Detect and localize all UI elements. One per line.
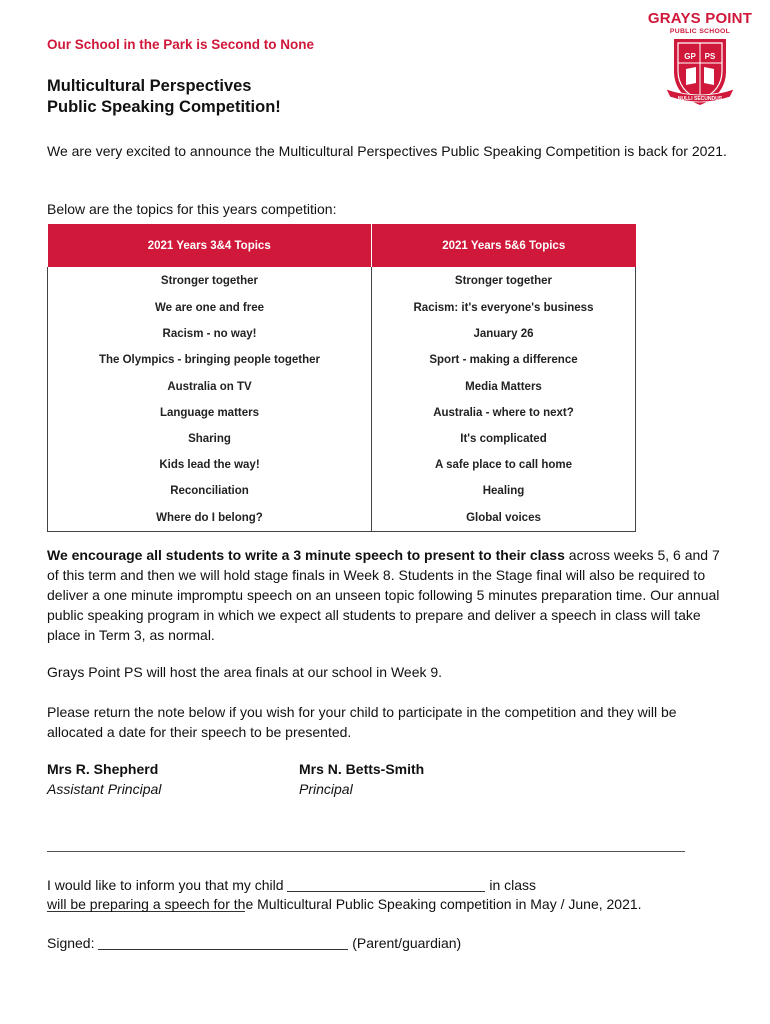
topic-cell: The Olympics - bringing people together [48,347,372,373]
topic-cell: Racism: it's everyone's business [371,295,635,321]
title-line-1: Multicultural Perspectives [47,77,252,95]
topic-cell: We are one and free [48,295,372,321]
topic-cell: Media Matters [371,374,635,400]
topic-cell: Global voices [371,505,635,532]
title-line-2: Public Speaking Competition! [47,98,281,116]
topic-cell: Reconciliation [48,478,372,504]
logo-school-name: GRAYS POINT [647,10,753,27]
topic-cell: January 26 [371,321,635,347]
encourage-text: across weeks 5, 6 and 7 of this term and then we will hold stage finals in Week 8. Students in the Stage final will also be required to deliver a one minute impromptu speech on an unseen topic following 5 minutes preparation time. Our annual public speaking program in which we expect all students to prepare and deliver a speech in class will take place in Term 3, as normal. [47,547,720,643]
signature-field[interactable] [98,935,348,950]
header-years-3-4: 2021 Years 3&4 Topics [48,224,372,267]
encourage-paragraph [47,545,727,645]
intro-paragraph: We are very excited to announce the Multicultural Perspectives Public Speaking Competition is back for 2021. [47,143,727,159]
signatory-principal [299,759,424,799]
tear-off-divider [47,851,685,852]
signatory-name: Mrs R. Shepherd [47,761,159,777]
school-tagline: Our School in the Park is Second to None [47,37,315,52]
topics-intro: Below are the topics for this years competition: [47,201,337,217]
signatory-name: Mrs N. Betts-Smith [299,761,425,777]
topics-table [47,224,636,532]
topic-cell: Racism - no way! [48,321,372,347]
slip-in-class: in class [485,877,537,893]
topic-cell: Stronger together [48,267,372,295]
signatory-assistant-principal [47,759,161,799]
signature-line [47,933,727,953]
topic-cell: A safe place to call home [371,452,635,478]
table-row [48,267,636,295]
signatory-role: Principal [299,781,353,797]
encourage-bold-text: We encourage all students to write a 3 minute speech to present to their class [47,547,565,563]
topic-cell: Stronger together [371,267,635,295]
host-paragraph: Grays Point PS will host the area finals at our school in Week 9. [47,664,443,680]
table-row [48,295,636,321]
slip-prefix: I would like to inform you that my child [47,877,288,893]
school-logo [640,8,760,108]
return-note-paragraph: Please return the note below if you wish for your child to participate in the competition and they will be allocated a date for their speech to be presented. [47,704,677,740]
table-row [48,374,636,400]
table-row [48,400,636,426]
logo-school-subtitle: PUBLIC SCHOOL [669,28,731,35]
header-years-5-6: 2021 Years 5&6 Topics [371,224,635,267]
topic-cell: Sharing [48,426,372,452]
signatory-role: Assistant Principal [47,781,162,797]
topic-cell: Language matters [48,400,372,426]
table-row [48,478,636,504]
crest-left-letters: GP [684,52,696,61]
return-slip-line-2: will be preparing a speech for the Multicultural Public Speaking competition in May / June, 2021. [47,896,642,912]
topic-cell: Where do I belong? [48,505,372,532]
signed-label: Signed: [47,935,99,951]
topic-cell: Sport - making a difference [371,347,635,373]
page-title [47,76,281,118]
topic-cell: Kids lead the way! [48,452,372,478]
table-row [48,452,636,478]
signed-suffix: (Parent/guardian) [348,935,462,951]
topic-cell: It's complicated [371,426,635,452]
table-row [48,321,636,347]
topic-cell: Australia on TV [48,374,372,400]
table-row [48,505,636,532]
table-row [48,426,636,452]
crest-right-letters: PS [704,52,716,61]
table-row [48,347,636,373]
topic-cell: Australia - where to next? [371,400,635,426]
table-header-row [48,224,636,267]
crest-motto: NULLI SECUNDUS [677,96,723,102]
topic-cell: Healing [371,478,635,504]
child-name-field[interactable] [287,877,485,892]
